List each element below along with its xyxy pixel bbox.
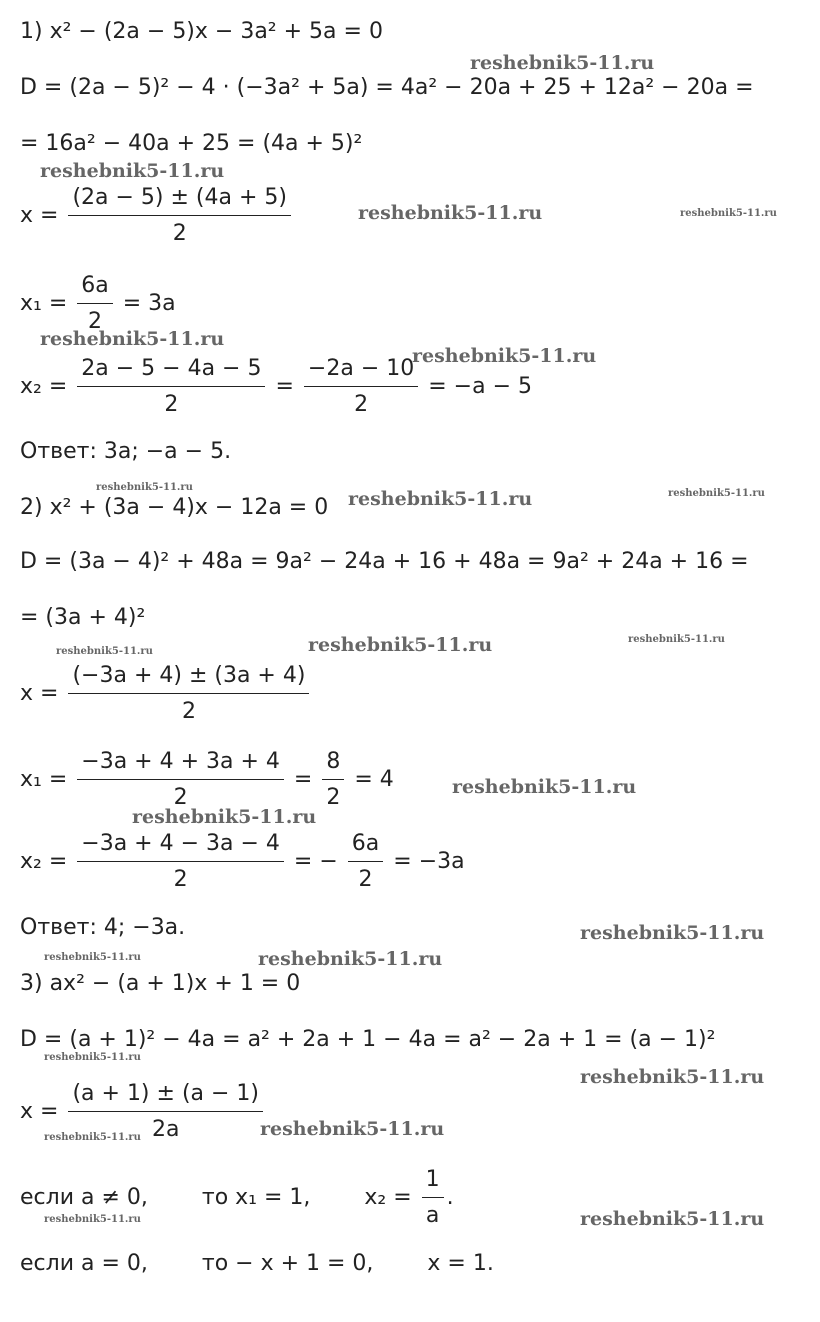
problem-3-discriminant: D = (a + 1)² − 4a = a² + 2a + 1 − 4a = a² − 2a + 1 = (a − 1)² — [20, 1027, 716, 1052]
fraction: $\frac{8}{2}$ — [322, 748, 344, 812]
problem-3-case-nonzero: если a ≠ 0, то x₁ = 1, x₂ = $\frac{1}{a}$ . — [20, 1167, 454, 1228]
watermark: reshebnik5-11.ru — [348, 488, 533, 510]
watermark: reshebnik5-11.ru — [628, 634, 725, 645]
watermark: reshebnik5-11.ru — [44, 952, 141, 963]
problem-1-equation: 1) x² − (2a − 5)x − 3a² + 5a = 0 — [20, 19, 383, 44]
watermark: reshebnik5-11.ru — [580, 922, 765, 944]
fraction: $\frac{6a}{2}$ — [348, 830, 383, 894]
watermark: reshebnik5-11.ru — [258, 948, 443, 970]
problem-2-discriminant-result: = (3a + 4)² — [20, 605, 146, 630]
watermark: reshebnik5-11.ru — [40, 328, 225, 350]
watermark: reshebnik5-11.ru — [44, 1214, 141, 1225]
watermark: reshebnik5-11.ru — [412, 345, 597, 367]
problem-2-equation: 2) x² + (3a − 4)x − 12a = 0 — [20, 495, 329, 520]
watermark: reshebnik5-11.ru — [580, 1208, 765, 1230]
watermark: reshebnik5-11.ru — [44, 1052, 141, 1063]
watermark: reshebnik5-11.ru — [358, 202, 543, 224]
fraction: $\frac{(2a - 5) \pm (4a + 5)}{2}$ — [68, 184, 291, 248]
fraction: $\frac{1}{a}$ — [422, 1166, 444, 1230]
problem-1-discriminant: D = (2a − 5)² − 4 · (−3a² + 5a) = 4a² − 20a + 25 + 12a² − 20a = — [20, 75, 754, 100]
watermark: reshebnik5-11.ru — [44, 1132, 141, 1143]
problem-2-root-x2: x₂ = $\frac{-3a + 4 - 3a - 4}{2}$ = − $\frac{6a}{2}$ = −3a — [20, 831, 465, 892]
watermark: reshebnik5-11.ru — [680, 208, 777, 219]
fraction: $\frac{(-3a + 4) \pm (3a + 4)}{2}$ — [68, 662, 309, 726]
fraction: $\frac{-2a - 10}{2}$ — [304, 355, 418, 419]
formula-lhs: x = — [20, 203, 59, 228]
watermark: reshebnik5-11.ru — [452, 776, 637, 798]
problem-1-answer: Ответ: 3a; −a − 5. — [20, 439, 232, 464]
problem-2-answer: Ответ: 4; −3a. — [20, 915, 186, 940]
fraction: $\frac{6a}{2}$ — [77, 272, 112, 336]
problem-3-equation: 3) ax² − (a + 1)x + 1 = 0 — [20, 971, 301, 996]
fraction: $\frac{(a + 1) \pm (a - 1)}{2a}$ — [68, 1080, 263, 1144]
fraction: $\frac{-3a + 4 + 3a + 4}{2}$ — [77, 748, 284, 812]
watermark: reshebnik5-11.ru — [668, 488, 765, 499]
problem-1-root-formula — [20, 184, 294, 248]
fraction: $\frac{2a - 5 - 4a - 5}{2}$ — [77, 355, 265, 419]
problem-1-discriminant-result: = 16a² − 40a + 25 = (4a + 5)² — [20, 131, 363, 156]
problem-2-root-x1: x₁ = $\frac{-3a + 4 + 3a + 4}{2}$ = $\frac{8}{2}$ = 4 — [20, 749, 394, 810]
problem-3-case-zero: если a = 0, то − x + 1 = 0, x = 1. — [20, 1251, 494, 1276]
fraction: $\frac{-3a + 4 - 3a - 4}{2}$ — [77, 830, 284, 894]
watermark: reshebnik5-11.ru — [132, 806, 317, 828]
problem-1-root-x1: x₁ = $\frac{6a}{2}$ = 3a — [20, 273, 176, 334]
problem-2-discriminant: D = (3a − 4)² + 48a = 9a² − 24a + 16 + 48a = 9a² + 24a + 16 = — [20, 549, 749, 574]
problem-2-root-formula: x = $\frac{(-3a + 4) \pm (3a + 4)}{2}$ — [20, 662, 312, 726]
watermark: reshebnik5-11.ru — [260, 1118, 445, 1140]
problem-1-root-x2: x₂ = $\frac{2a - 5 - 4a - 5}{2}$ = $\frac{-2a - 10}{2}$ = −a − 5 — [20, 356, 533, 417]
watermark: reshebnik5-11.ru — [40, 160, 225, 182]
watermark: reshebnik5-11.ru — [580, 1066, 765, 1088]
watermark: reshebnik5-11.ru — [470, 52, 655, 74]
watermark: reshebnik5-11.ru — [56, 646, 153, 657]
problem-3-root-formula: x = $\frac{(a + 1) \pm (a - 1)}{2a}$ — [20, 1080, 266, 1144]
watermark: reshebnik5-11.ru — [308, 634, 493, 656]
watermark: reshebnik5-11.ru — [96, 482, 193, 493]
